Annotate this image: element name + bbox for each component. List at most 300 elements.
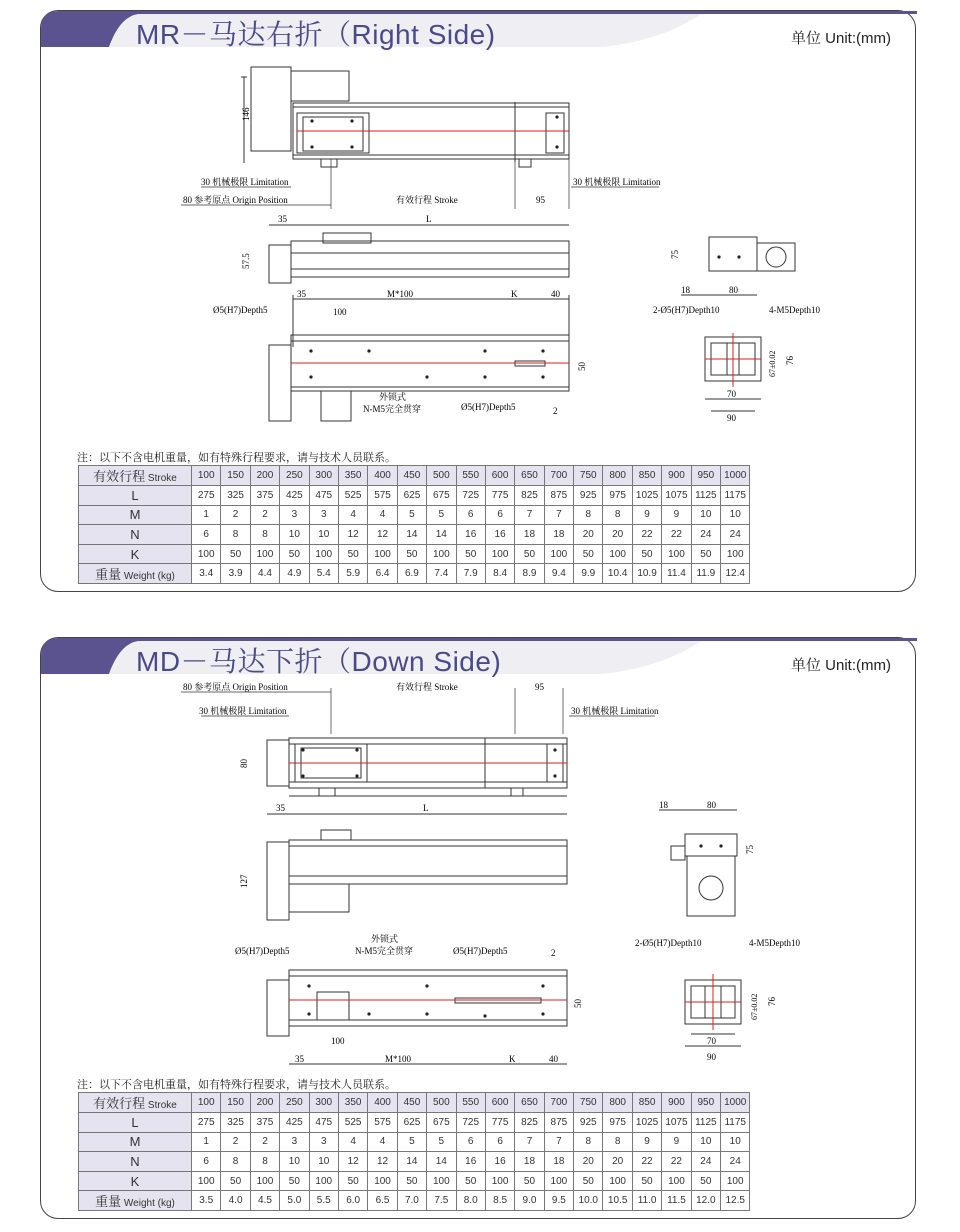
table-cell: 100 (544, 544, 573, 564)
table-row (79, 1171, 750, 1191)
section-title: MD－马达下折（Down Side) (136, 646, 502, 677)
table-cell: 925 (574, 486, 603, 506)
table-cell: 20 (574, 1152, 603, 1172)
table-row (79, 1132, 750, 1152)
table-cell: 7.4 (427, 564, 456, 584)
table-cell: 8 (603, 1132, 632, 1152)
table-cell: 1 (192, 1132, 221, 1152)
table-cell: 325 (221, 486, 250, 506)
end-dim-76: 76 (785, 356, 795, 365)
section-title: MR－马达右折（Right Side) (136, 19, 496, 50)
table-cell: 100 (250, 544, 279, 564)
table-cell: 50 (515, 544, 544, 564)
table-cell: 8 (250, 525, 279, 545)
table-cell: 250 (280, 466, 309, 486)
table-cell: 500 (427, 466, 456, 486)
table-cell: 375 (250, 1113, 279, 1133)
table-cell: 250 (280, 1093, 309, 1113)
unit-label: 单位 Unit:(mm) (791, 657, 891, 674)
table-cell: 275 (192, 1113, 221, 1133)
table-cell: 12 (338, 1152, 367, 1172)
table-cell: 14 (427, 525, 456, 545)
table-cell: 1025 (632, 486, 661, 506)
table-cell: 5 (427, 1132, 456, 1152)
table-cell: 7.5 (427, 1191, 456, 1211)
table-cell: 400 (368, 466, 397, 486)
end-dim-80: 80 (707, 800, 716, 810)
table-cell: 8.5 (485, 1191, 514, 1211)
dim-50: 50 (573, 999, 583, 1008)
table-cell: 100 (309, 1171, 338, 1191)
dim-K: K (511, 289, 518, 299)
table-cell: 9.5 (544, 1191, 573, 1211)
row-header-cell: K (79, 544, 192, 564)
limit-right-label: 30 机械极限 Limitation (573, 177, 661, 187)
table-cell: 5.5 (309, 1191, 338, 1211)
table-cell: 425 (280, 486, 309, 506)
dim-95: 95 (536, 195, 545, 205)
table-cell: 6 (456, 1132, 485, 1152)
end-dim-67: 67±0.02 (768, 350, 777, 377)
table-cell: 50 (397, 1171, 426, 1191)
table-cell: 20 (603, 525, 632, 545)
table-cell: 9.0 (515, 1191, 544, 1211)
table-cell: 3 (280, 1132, 309, 1152)
table-cell: 100 (721, 1171, 750, 1191)
table-cell: 7 (515, 1132, 544, 1152)
table-cell: 50 (691, 544, 720, 564)
table-cell: 900 (662, 1093, 691, 1113)
table-cell: 525 (338, 1113, 367, 1133)
table-cell: 22 (662, 1152, 691, 1172)
spec-table (78, 1092, 750, 1211)
table-cell: 18 (515, 525, 544, 545)
table-cell: 1175 (721, 486, 750, 506)
technical-drawing-mr (41, 47, 917, 447)
table-cell: 150 (221, 1093, 250, 1113)
table-row (79, 1093, 750, 1113)
table-cell: 200 (250, 1093, 279, 1113)
table-cell: 100 (662, 1171, 691, 1191)
table-cell: 325 (221, 1113, 250, 1133)
table-cell: 100 (544, 1171, 573, 1191)
table-cell: 100 (368, 544, 397, 564)
row-header-cell: 重量 Weight (kg) (79, 564, 192, 584)
table-cell: 1075 (662, 1113, 691, 1133)
table-cell: 4.0 (221, 1191, 250, 1211)
table-row (79, 544, 750, 564)
table-cell: 12 (368, 525, 397, 545)
table-cell: 6 (192, 1152, 221, 1172)
dim-35: 35 (276, 803, 285, 813)
table-cell: 50 (280, 1171, 309, 1191)
dim-146: 146 (241, 107, 251, 121)
table-cell: 10.9 (632, 564, 661, 584)
table-cell: 800 (603, 1093, 632, 1113)
table-cell: 10 (691, 1132, 720, 1152)
end-pin-label: 2-Ø5(H7)Depth10 (653, 305, 720, 315)
table-cell: 9 (632, 1132, 661, 1152)
table-cell: 22 (632, 525, 661, 545)
table-cell: 1 (192, 505, 221, 525)
table-cell: 20 (574, 525, 603, 545)
table-cell: 150 (221, 466, 250, 486)
end-dim-76: 76 (767, 997, 777, 1006)
table-cell: 8 (574, 505, 603, 525)
table-cell: 10 (691, 505, 720, 525)
end-dim-75: 75 (745, 845, 755, 854)
limit-right-label: 30 机械极限 Limitation (571, 706, 659, 716)
table-cell: 100 (485, 1171, 514, 1191)
dim-35: 35 (278, 214, 287, 224)
table-cell: 4.4 (250, 564, 279, 584)
table-cell: 6 (456, 505, 485, 525)
table-cell: 5 (397, 1132, 426, 1152)
table-cell: 775 (485, 1113, 514, 1133)
table-cell: 24 (721, 1152, 750, 1172)
row-header-cell: N (79, 1152, 192, 1172)
table-cell: 850 (632, 1093, 661, 1113)
table-cell: 100 (427, 544, 456, 564)
section-mr-right-side (40, 10, 916, 592)
dim-80: 80 (239, 759, 249, 768)
table-cell: 50 (456, 1171, 485, 1191)
table-cell: 775 (485, 486, 514, 506)
table-cell: 18 (544, 1152, 573, 1172)
table-cell: 50 (221, 544, 250, 564)
table-cell: 50 (632, 1171, 661, 1191)
table-cell: 22 (632, 1152, 661, 1172)
end-m5-label: 4-M5Depth10 (749, 938, 800, 948)
table-cell: 5.0 (280, 1191, 309, 1211)
table-cell: 975 (603, 1113, 632, 1133)
table-cell: 16 (485, 1152, 514, 1172)
table-cell: 3 (309, 505, 338, 525)
table-cell: 7 (544, 1132, 573, 1152)
spec-table (78, 465, 750, 584)
table-cell: 600 (485, 466, 514, 486)
table-row (79, 1191, 750, 1211)
table-cell: 12.4 (721, 564, 750, 584)
section-md-down-side (40, 637, 916, 1219)
table-cell: 3 (309, 1132, 338, 1152)
table-cell: 300 (309, 466, 338, 486)
table-cell: 8.9 (515, 564, 544, 584)
table-cell: 625 (397, 486, 426, 506)
end-m5-label: 4-M5Depth10 (769, 305, 820, 315)
row-header-cell: L (79, 486, 192, 506)
table-cell: 50 (397, 544, 426, 564)
table-cell: 900 (662, 466, 691, 486)
lock-type-label: 外锁式 (371, 934, 399, 944)
end-dim-18: 18 (681, 285, 690, 295)
table-cell: 400 (368, 1093, 397, 1113)
table-cell: 350 (338, 1093, 367, 1113)
table-cell: 500 (427, 1093, 456, 1113)
table-row (79, 1152, 750, 1172)
table-cell: 100 (368, 1171, 397, 1191)
table-cell: 50 (456, 544, 485, 564)
table-cell: 7 (515, 505, 544, 525)
end-dim-70: 70 (707, 1036, 716, 1046)
table-cell: 350 (338, 466, 367, 486)
table-row (79, 525, 750, 545)
table-cell: 20 (603, 1152, 632, 1172)
bore-label-left: Ø5(H7)Depth5 (235, 946, 290, 956)
table-cell: 5 (427, 505, 456, 525)
bore-label-right: Ø5(H7)Depth5 (461, 402, 516, 412)
table-cell: 14 (397, 1152, 426, 1172)
section-banner (41, 638, 917, 677)
table-cell: 18 (544, 525, 573, 545)
table-cell: 50 (221, 1171, 250, 1191)
thru-hole-label: N-M5完全贯穿 (363, 404, 421, 414)
end-dim-75: 75 (670, 250, 680, 259)
end-dim-67: 67±0.02 (750, 993, 759, 1020)
stroke-label: 有效行程 Stroke (396, 195, 458, 205)
table-cell: 975 (603, 486, 632, 506)
table-cell: 300 (309, 1093, 338, 1113)
table-cell: 10 (309, 1152, 338, 1172)
table-cell: 3.9 (221, 564, 250, 584)
table-cell: 1000 (721, 1093, 750, 1113)
table-cell: 850 (632, 466, 661, 486)
table-cell: 11.9 (691, 564, 720, 584)
table-cell: 8 (603, 505, 632, 525)
table-cell: 575 (368, 1113, 397, 1133)
table-cell: 550 (456, 1093, 485, 1113)
table-cell: 100 (721, 544, 750, 564)
end-dim-18: 18 (659, 800, 668, 810)
section-banner (41, 11, 917, 50)
table-cell: 9 (632, 505, 661, 525)
table-cell: 5.4 (309, 564, 338, 584)
table-cell: 4 (338, 505, 367, 525)
dim-L: L (423, 803, 429, 813)
table-cell: 12.5 (721, 1191, 750, 1211)
table-cell: 12 (338, 525, 367, 545)
lock-type-label: 外锁式 (379, 392, 407, 402)
row-header-cell: L (79, 1113, 192, 1133)
note-text: 注：以下不含电机重量，如有特殊行程要求，请与技术人员联系。 (77, 452, 396, 464)
table-row (79, 486, 750, 506)
table-cell: 8.4 (485, 564, 514, 584)
table-cell: 700 (544, 466, 573, 486)
table-cell: 4 (368, 1132, 397, 1152)
bore-label-left: Ø5(H7)Depth5 (213, 305, 268, 315)
dim-100: 100 (331, 1036, 345, 1046)
table-cell: 100 (309, 544, 338, 564)
table-cell: 7.9 (456, 564, 485, 584)
table-cell: 16 (485, 525, 514, 545)
table-cell: 650 (515, 1093, 544, 1113)
table-cell: 3.4 (192, 564, 221, 584)
dim-m100: M*100 (385, 1054, 412, 1064)
table-cell: 6.4 (368, 564, 397, 584)
table-cell: 3.5 (192, 1191, 221, 1211)
table-cell: 6 (485, 505, 514, 525)
table-cell: 100 (485, 544, 514, 564)
table-cell: 50 (691, 1171, 720, 1191)
table-cell: 16 (456, 525, 485, 545)
table-cell: 525 (338, 486, 367, 506)
table-cell: 24 (691, 525, 720, 545)
table-cell: 1125 (691, 1113, 720, 1133)
thru-hole-label: N-M5完全贯穿 (355, 946, 413, 956)
table-cell: 11.0 (632, 1191, 661, 1211)
table-cell: 12 (368, 1152, 397, 1172)
table-cell: 1125 (691, 486, 720, 506)
table-cell: 10.5 (603, 1191, 632, 1211)
row-header-cell: K (79, 1171, 192, 1191)
origin-label: 80 参考原点 Origin Position (183, 195, 288, 205)
dim-2: 2 (551, 948, 556, 958)
table-cell: 3 (280, 505, 309, 525)
table-cell: 1000 (721, 466, 750, 486)
table-cell: 11.4 (662, 564, 691, 584)
table-cell: 7 (544, 505, 573, 525)
table-cell: 18 (515, 1152, 544, 1172)
row-header-cell: N (79, 525, 192, 545)
dim-50: 50 (577, 362, 587, 371)
table-cell: 6 (485, 1132, 514, 1152)
table-cell: 50 (338, 1171, 367, 1191)
table-cell: 4.9 (280, 564, 309, 584)
table-cell: 14 (427, 1152, 456, 1172)
table-cell: 22 (662, 525, 691, 545)
table-row (79, 1113, 750, 1133)
table-cell: 275 (192, 486, 221, 506)
table-cell: 4 (368, 505, 397, 525)
table-cell: 2 (250, 505, 279, 525)
row-header-cell: 有效行程 Stroke (79, 466, 192, 486)
table-cell: 100 (192, 544, 221, 564)
table-cell: 24 (721, 525, 750, 545)
table-row (79, 564, 750, 584)
table-cell: 4 (338, 1132, 367, 1152)
row-header-cell: 重量 Weight (kg) (79, 1191, 192, 1211)
table-cell: 6.0 (338, 1191, 367, 1211)
table-cell: 10 (309, 525, 338, 545)
table-cell: 675 (427, 486, 456, 506)
table-cell: 50 (338, 544, 367, 564)
table-cell: 8 (221, 1152, 250, 1172)
table-cell: 10.0 (574, 1191, 603, 1211)
table-cell: 10 (721, 505, 750, 525)
table-cell: 6 (192, 525, 221, 545)
table-cell: 8 (250, 1152, 279, 1172)
table-cell: 750 (574, 1093, 603, 1113)
dim-127: 127 (239, 874, 249, 888)
table-cell: 24 (691, 1152, 720, 1172)
table-cell: 1025 (632, 1113, 661, 1133)
table-cell: 50 (632, 544, 661, 564)
limit-left-label: 30 机械极限 Limitation (201, 177, 289, 187)
row-header-cell: 有效行程 Stroke (79, 1093, 192, 1113)
table-cell: 10.4 (603, 564, 632, 584)
table-row (79, 466, 750, 486)
table-cell: 6.5 (368, 1191, 397, 1211)
table-cell: 8.0 (456, 1191, 485, 1211)
table-cell: 10 (280, 525, 309, 545)
table-cell: 2 (221, 505, 250, 525)
row-header-cell: M (79, 505, 192, 525)
table-cell: 200 (250, 466, 279, 486)
table-cell: 5 (397, 505, 426, 525)
row-header-cell: M (79, 1132, 192, 1152)
end-pin-label: 2-Ø5(H7)Depth10 (635, 938, 702, 948)
note-text: 注：以下不含电机重量，如有特殊行程要求，请与技术人员联系。 (77, 1079, 396, 1091)
table-cell: 375 (250, 486, 279, 506)
table-cell: 1175 (721, 1113, 750, 1133)
end-dim-70: 70 (727, 389, 736, 399)
table-cell: 100 (192, 466, 221, 486)
table-cell: 625 (397, 1113, 426, 1133)
dim-m100: M*100 (387, 289, 414, 299)
table-cell: 875 (544, 1113, 573, 1133)
table-cell: 425 (280, 1113, 309, 1133)
dim-100: 100 (333, 307, 347, 317)
origin-label: 80 参考原点 Origin Position (183, 682, 288, 692)
table-cell: 50 (515, 1171, 544, 1191)
end-dim-80: 80 (729, 285, 738, 295)
table-cell: 11.5 (662, 1191, 691, 1211)
table-cell: 7.0 (397, 1191, 426, 1211)
table-cell: 475 (309, 1113, 338, 1133)
table-cell: 925 (574, 1113, 603, 1133)
table-cell: 14 (397, 525, 426, 545)
table-cell: 100 (603, 1171, 632, 1191)
table-cell: 875 (544, 486, 573, 506)
table-cell: 100 (192, 1171, 221, 1191)
table-cell: 1075 (662, 486, 691, 506)
table-row (79, 505, 750, 525)
end-dim-90: 90 (707, 1052, 716, 1062)
table-cell: 16 (456, 1152, 485, 1172)
table-cell: 50 (574, 1171, 603, 1191)
table-cell: 9 (662, 1132, 691, 1152)
table-cell: 550 (456, 466, 485, 486)
table-cell: 450 (397, 466, 426, 486)
table-cell: 9.9 (574, 564, 603, 584)
table-cell: 10 (280, 1152, 309, 1172)
bore-label-right: Ø5(H7)Depth5 (453, 946, 508, 956)
table-cell: 750 (574, 466, 603, 486)
table-cell: 825 (515, 1113, 544, 1133)
table-cell: 9.4 (544, 564, 573, 584)
table-cell: 100 (250, 1171, 279, 1191)
table-cell: 950 (691, 466, 720, 486)
table-cell: 100 (662, 544, 691, 564)
table-cell: 725 (456, 486, 485, 506)
table-cell: 950 (691, 1093, 720, 1113)
table-cell: 675 (427, 1113, 456, 1133)
dim-35-bottom: 35 (297, 289, 306, 299)
table-cell: 8 (574, 1132, 603, 1152)
table-cell: 600 (485, 1093, 514, 1113)
table-cell: 100 (603, 544, 632, 564)
table-cell: 475 (309, 486, 338, 506)
technical-drawing-md (41, 674, 917, 1074)
stroke-label: 有效行程 Stroke (396, 682, 458, 692)
dim-40: 40 (549, 1054, 558, 1064)
table-cell: 100 (192, 1093, 221, 1113)
table-cell: 9 (662, 505, 691, 525)
table-cell: 700 (544, 1093, 573, 1113)
unit-label: 单位 Unit:(mm) (791, 30, 891, 47)
table-cell: 50 (574, 544, 603, 564)
limit-left-label: 30 机械极限 Limitation (199, 706, 287, 716)
